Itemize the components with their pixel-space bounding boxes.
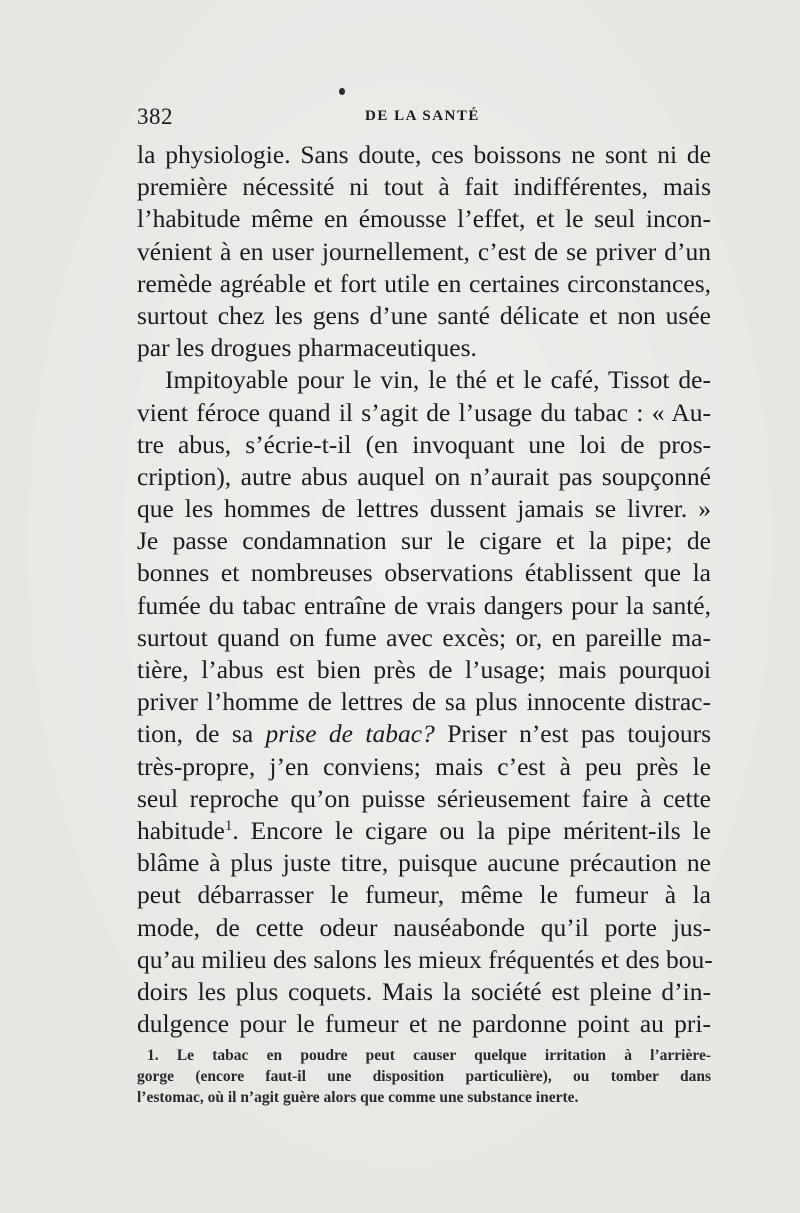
- text-line: blâme à plus juste titre, puisque aucune précaution ne: [137, 848, 711, 878]
- text-line: cription), autre abus auquel on n’aurait pas soupçonné: [137, 461, 711, 491]
- text-line: [137, 718, 711, 750]
- text-line: mode, de cette odeur nauséabonde qu’il porte jus-: [137, 912, 711, 942]
- text-segment: Priser n’est pas toujours: [447, 719, 711, 749]
- text-line: peut débarrasser le fumeur, même le fumeur à la: [137, 880, 711, 910]
- text-line: priver l’homme de lettres de sa plus innocente distrac-: [137, 687, 711, 717]
- text-line: qu’au milieu des salons les mieux fréquentés et des bou-: [137, 944, 713, 974]
- text-line: Je passe condamnation sur le cigare et la pipe; de: [137, 526, 711, 556]
- text-line: seul reproche qu’on puisse sérieusement faire à cette: [137, 783, 711, 813]
- footnote-line: l’estomac, où il n’agit guère alors que comme une substance inerte.: [137, 1089, 579, 1106]
- footnote-line: gorge (encore faut-il une disposition particulière), ou tomber dans: [137, 1068, 711, 1085]
- text-line: doirs les plus coquets. Mais la société est pleine d’in-: [137, 976, 711, 1006]
- text-segment: tion, de sa: [137, 719, 254, 749]
- text-segment: . Encore le cigare ou la pipe méritent-ils le: [232, 815, 711, 845]
- ink-dot: [339, 88, 345, 95]
- page-header: [137, 100, 713, 130]
- text-line: tre abus, s’écrie-t-il (en invoquant une loi de pros-: [137, 429, 711, 459]
- text-line: la physiologie. Sans doute, ces boissons ne sont ni de: [137, 140, 711, 169]
- italic-phrase: prise de tabac?: [265, 719, 435, 749]
- text-line: [137, 815, 711, 847]
- text-line: tière, l’abus est bien près de l’usage; mais pourquoi: [137, 655, 711, 684]
- footnotes: [137, 1045, 711, 1108]
- text-line: dulgence pour le fumeur et ne pardonne point au pri-: [137, 1009, 711, 1039]
- page-number: 382: [137, 104, 173, 129]
- main-text: [137, 139, 711, 1040]
- text-line: fumée du tabac entraîne de vrais dangers pour la santé,: [137, 590, 711, 620]
- text-line: surtout chez les gens d’une santé délicate et non usée: [137, 300, 711, 330]
- footnote-line: 1. Le tabac en poudre peut causer quelque irritation à l’arrière-: [147, 1047, 711, 1064]
- text-line: vénient à en user journellement, c’est de se priver d’un: [137, 236, 711, 266]
- text-line: remède agréable et fort utile en certaines circonstances,: [137, 268, 711, 298]
- text-line: par les drogues pharmaceutiques.: [137, 333, 477, 363]
- text-line: que les hommes de lettres dussent jamais se livrer. »: [137, 494, 711, 524]
- footnote-reference: 1: [224, 817, 233, 834]
- text-line: bonnes et nombreuses observations établissent que la: [137, 558, 711, 588]
- text-line: Impitoyable pour le vin, le thé et le café, Tissot de-: [165, 365, 711, 395]
- text-line: l’habitude même en émousse l’effet, et le seul incon-: [137, 204, 711, 234]
- text-segment: habitude: [137, 815, 225, 845]
- text-line: première nécessité ni tout à fait indifférentes, mais: [137, 172, 711, 202]
- running-head: DE LA SANTÉ: [365, 108, 480, 124]
- text-line: surtout quand on fume avec excès; or, en pareille ma-: [137, 622, 711, 652]
- text-line: très-propre, j’en conviens; mais c’est à peu près le: [137, 751, 711, 781]
- text-line: vient féroce quand il s’agit de l’usage du tabac : « Au-: [137, 397, 711, 427]
